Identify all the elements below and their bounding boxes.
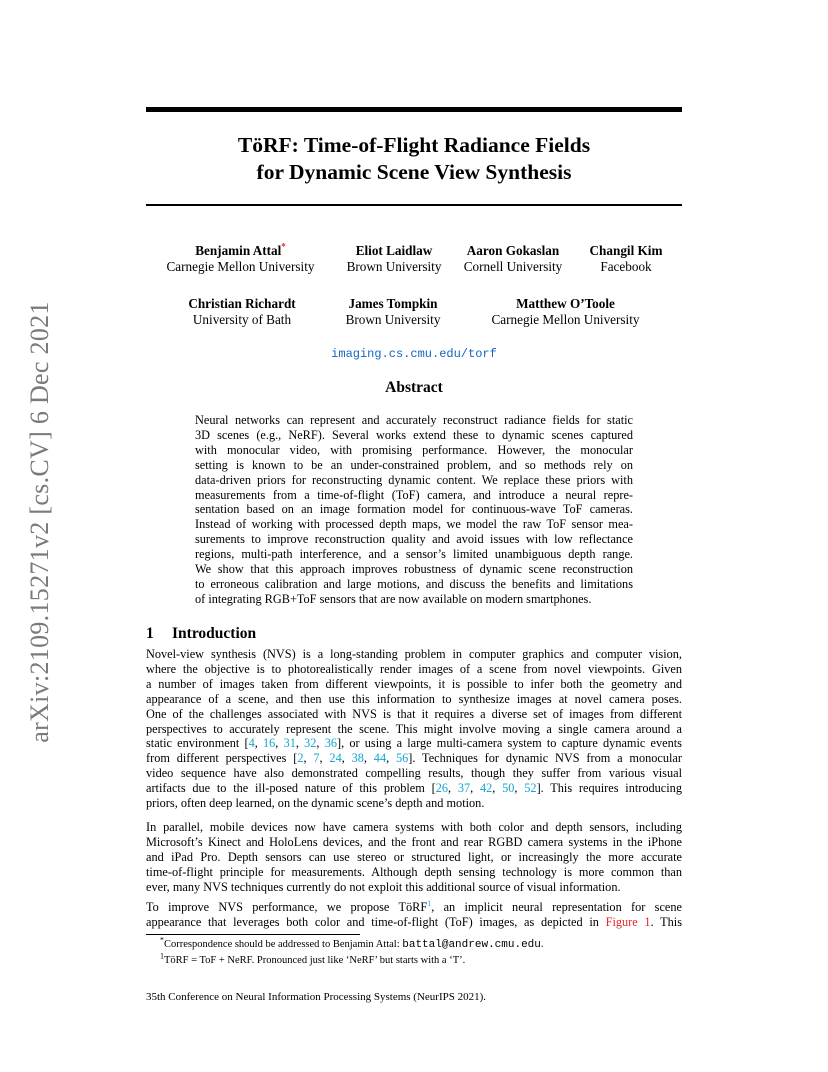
title-line-1: TöRF: Time-of-Flight Radiance Fields bbox=[237, 133, 591, 157]
abstract-line: with monocular video, with promising performance. However, the monocular bbox=[195, 442, 633, 457]
paragraph-line: perspectives to accurately represent the scene. This might involve moving a single camera around a bbox=[146, 721, 682, 736]
paragraph-line: appearance of a scene, and then use this information to synthesize images at novel camera poses. bbox=[146, 691, 682, 706]
paragraph-line: appearance that leverages both color and time-of-flight (ToF) images, as depicted in Figure 1. This bbox=[146, 914, 682, 929]
citation-link[interactable]: 7 bbox=[313, 751, 320, 766]
author-name: Aaron Gokaslan bbox=[466, 243, 560, 258]
citation-link[interactable]: 36 bbox=[324, 736, 337, 751]
author-affiliation: Facebook bbox=[600, 259, 652, 274]
citation-link[interactable]: 37 bbox=[457, 781, 471, 796]
author-block bbox=[158, 243, 323, 275]
conference-note: 35th Conference on Neural Information Processing Systems (NeurIPS 2021). bbox=[146, 991, 487, 1003]
abstract-line: regions, multi-path interference, and a sensor’s limited unambiguous depth range. bbox=[195, 547, 633, 562]
citation-link[interactable]: 26 bbox=[435, 781, 448, 796]
footnote-marker-link[interactable]: 1 bbox=[427, 898, 432, 908]
author-affiliation: University of Bath bbox=[192, 312, 292, 327]
paragraph-line: video sequence have also demonstrated compelling results, though they suffer from various visual bbox=[146, 766, 682, 781]
abstract-line: Neural networks can represent and accurately reconstruct radiance fields for static bbox=[195, 413, 633, 427]
paragraph-line: priors, often deep learned, on the dynamic scene’s depth and motion. bbox=[146, 796, 485, 811]
author-block bbox=[334, 243, 454, 275]
paragraph-line: In parallel, mobile devices now have camera systems with both color and depth sensors, including bbox=[146, 820, 682, 834]
section-heading bbox=[146, 625, 256, 643]
abstract-line: setting is known to be an under-constrained problem, and so methods rely on bbox=[195, 457, 633, 472]
author-block bbox=[456, 243, 570, 275]
citation-link[interactable]: 4 bbox=[248, 736, 255, 751]
author-affiliation: Cornell University bbox=[463, 259, 563, 274]
author-name: Christian Richardt bbox=[188, 296, 296, 311]
footnote-name: $^1$TöRF = ToF + NeRF. Pronounced just like ‘NeRF’ but starts with a ‘T’. bbox=[160, 951, 466, 966]
intro-paragraph-3 bbox=[146, 900, 682, 930]
abstract-line: of integrating RGB+ToF sensors that are now available on modern smartphones. bbox=[195, 591, 592, 606]
paragraph-line: a number of images taken from different viewpoints, it is possible to infer both the geometry and bbox=[146, 676, 682, 691]
abstract-line: 3D scenes (e.g., NeRF). Several works extend these to dynamic scenes captured bbox=[195, 427, 633, 442]
author-block bbox=[176, 296, 308, 328]
title-bottom-rule bbox=[146, 204, 682, 206]
citation-link[interactable]: 32 bbox=[304, 736, 317, 751]
citation-link[interactable]: 52 bbox=[524, 781, 537, 796]
paragraph-line: and iPad Pro. Depth sensors can use stereo or structured light, or increasingly the more accurate bbox=[146, 849, 682, 864]
abstract-heading: Abstract bbox=[385, 379, 443, 396]
author-name: James Tompkin bbox=[348, 296, 438, 311]
citation-link[interactable]: 31 bbox=[283, 736, 296, 751]
section-title: Introduction bbox=[172, 625, 257, 642]
paragraph-line: from different perspectives [2, 7, 24, 38, 44, 56]. Techniques for dynamic NVS from a monocular bbox=[146, 751, 682, 766]
figure-reference-link[interactable]: Figure 1 bbox=[605, 914, 651, 929]
abstract-line: to erroneous calibration and large motions, and discuss the benefits and limitations bbox=[195, 576, 633, 591]
abstract-line: data-driven priors for reconstructing dynamic content. We replace these priors with bbox=[195, 472, 633, 487]
top-rule bbox=[146, 107, 682, 112]
citation-link[interactable]: 16 bbox=[263, 736, 276, 751]
paragraph-line: Microsoft’s Kinect and HoloLens devices, and the front and rear RGBD camera systems in the iPhone bbox=[146, 834, 682, 849]
footnotes bbox=[160, 937, 544, 968]
abstract-line: sentation based on an image formation model for continuous-wave ToF cameras. bbox=[195, 502, 633, 517]
author-name: Benjamin Attal bbox=[195, 243, 282, 258]
intro-paragraph-1 bbox=[146, 647, 682, 811]
author-affiliation: Brown University bbox=[345, 312, 441, 327]
author-block bbox=[482, 296, 649, 328]
abstract-line: We show that this approach improves robustness of dynamic scene reconstruction bbox=[195, 562, 633, 577]
project-url-link[interactable]: imaging.cs.cmu.edu/torf bbox=[331, 347, 497, 361]
author-block bbox=[578, 243, 674, 275]
paragraph-line: To improve NVS performance, we propose TöRF$^1$, an implicit neural representation for scene bbox=[146, 898, 682, 914]
footnote-correspondence: *Correspondence should be addressed to Benjamin Attal: battal@andrew.cmu.edu. bbox=[160, 935, 544, 951]
paragraph-line: where the objective is to photorealistically render images of a scene from novel viewpoints. Given bbox=[146, 661, 682, 676]
citation-link[interactable]: 44 bbox=[373, 751, 387, 766]
author-affiliation: Carnegie Mellon University bbox=[491, 312, 640, 327]
abstract-line: Instead of working with processed depth maps, we model the raw ToF sensor mea- bbox=[195, 517, 633, 532]
abstract-body bbox=[195, 413, 633, 607]
author-name: Eliot Laidlaw bbox=[355, 243, 433, 258]
abstract-line: measurements from a time-of-flight (ToF) camera, and introduce a neural repre- bbox=[195, 487, 633, 502]
author-affiliation: Carnegie Mellon University bbox=[166, 259, 315, 274]
paragraph-line: ever, many NVS techniques currently do not exploit this additional source of visual information. bbox=[146, 879, 621, 894]
citation-link[interactable]: 38 bbox=[351, 751, 364, 766]
citation-link[interactable]: 2 bbox=[297, 751, 304, 766]
section-number: 1 bbox=[146, 625, 154, 642]
author-name: Matthew O’Toole bbox=[516, 296, 615, 311]
intro-paragraph-2 bbox=[146, 820, 682, 895]
paragraph-line: One of the challenges associated with NVS is that it requires a diverse set of images from different bbox=[146, 706, 682, 721]
paragraph-line: static environment [4, 16, 31, 32, 36], or using a large multi-camera system to capture dynamic events bbox=[146, 736, 682, 751]
author-affiliation: Brown University bbox=[346, 259, 442, 274]
citation-link[interactable]: 50 bbox=[502, 781, 515, 796]
paragraph-line: Novel-view synthesis (NVS) is a long-standing problem in computer graphics and computer vision, bbox=[146, 647, 682, 661]
email-link[interactable]: battal@andrew.cmu.edu bbox=[402, 939, 541, 951]
paper-title bbox=[146, 132, 682, 186]
paragraph-line: artifacts due to the ill-posed nature of this problem [26, 37, 42, 50, 52]. This requires introducing bbox=[146, 781, 682, 796]
footnote-rule bbox=[146, 934, 360, 935]
paragraph-line: time-of-flight principle for measurements. Although depth sensing technology is more common than bbox=[146, 864, 682, 879]
citation-link[interactable]: 24 bbox=[329, 751, 342, 766]
citation-link[interactable]: 42 bbox=[479, 781, 493, 796]
abstract-line: surements to improve reconstruction quality and avoid issues with low reflectance bbox=[195, 532, 633, 547]
citation-link[interactable]: 56 bbox=[395, 751, 409, 766]
author-name: Changil Kim bbox=[589, 243, 663, 258]
title-line-2: for Dynamic Scene View Synthesis bbox=[256, 160, 572, 184]
arxiv-stamp: arXiv:2109.15271v2 [cs.CV] 6 Dec 2021 bbox=[25, 301, 54, 743]
author-mark: * bbox=[281, 241, 286, 252]
author-block bbox=[332, 296, 454, 328]
